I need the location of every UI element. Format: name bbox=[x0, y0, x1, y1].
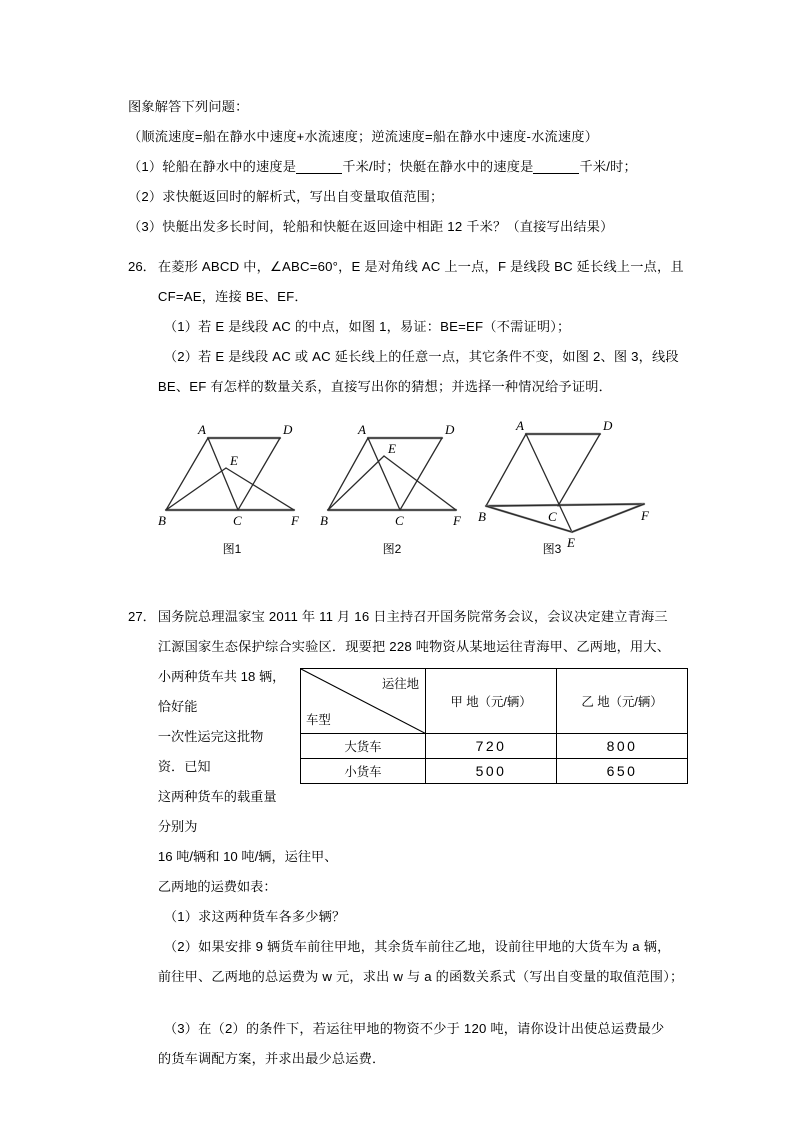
figure-2-drawing bbox=[318, 410, 478, 538]
table-row bbox=[301, 734, 688, 759]
problem27-sub3-line2: 的货车调配方案，并求出最少总运费． bbox=[157, 1051, 386, 1066]
freight-cost-table-wrap bbox=[300, 668, 688, 784]
figure-1-label-C: C bbox=[233, 513, 242, 528]
problem25-note-line: （顺流速度=船在静水中速度+水流速度；逆流速度=船在静水中速度-水流速度） bbox=[128, 129, 599, 144]
figure-1-label-B: B bbox=[158, 513, 166, 528]
table-cell-big-truck-yi: 800 bbox=[557, 734, 688, 759]
problem26-sub1: （1）若 E 是线段 AC 的中点，如图 1，易证：BE=EF（不需证明）； bbox=[163, 319, 571, 334]
problem27-sub1: （1）求这两种货车各多少辆？ bbox=[163, 909, 346, 924]
figure-3-drawing bbox=[478, 410, 668, 550]
figure-2-label-C: C bbox=[395, 513, 404, 528]
problem26-line1: 在菱形 ABCD 中，∠ABC=60°，E 是对角线 AC 上一点，F 是线段 BC 延长线上一点，且 bbox=[157, 259, 684, 274]
spacer-between-sub2-sub3 bbox=[158, 992, 688, 1014]
problem25-sub3-line: （3）快艇出发多长时间，轮船和快艇在返回途中相距 12 千米？（直接写出结果） bbox=[128, 219, 614, 234]
table-corner-cell bbox=[301, 669, 426, 734]
figure-2-caption: 图2 bbox=[382, 542, 402, 556]
problem27-left-line-1: 小两种货车共 18 辆，恰好能 bbox=[157, 669, 286, 714]
problem27-sub3-line1: （3）在（2）的条件下，若运往甲地的物资不少于 120 吨，请你设计出使总运费最少 bbox=[163, 1021, 665, 1036]
figure-1-label-D: D bbox=[283, 422, 293, 437]
figure-3-label-C: C bbox=[548, 509, 557, 524]
problem26-first-row bbox=[128, 252, 688, 402]
problem25-sub1-text-before: （1）轮船在静水中的速度是 bbox=[128, 159, 297, 174]
figure-2-label-F: F bbox=[453, 513, 461, 528]
problem26-figure-group bbox=[128, 410, 688, 572]
spacer-after-problem25 bbox=[128, 242, 688, 252]
problem25-tail-block bbox=[128, 92, 688, 242]
table-row-label-big-truck: 大货车 bbox=[301, 734, 426, 759]
figure-2 bbox=[318, 410, 478, 556]
table-cell-small-truck-yi: 650 bbox=[557, 759, 688, 784]
problem27-left-line-4: 16 吨/辆和 10 吨/辆，运往甲、 bbox=[157, 849, 338, 864]
problem-26 bbox=[128, 252, 688, 572]
table-column-header-yi: 乙 地（元/辆） bbox=[557, 669, 688, 734]
figure-1-caption: 图1 bbox=[222, 542, 242, 556]
problem25-sub2-line: （2）求快艇返回时的解析式，写出自变量取值范围； bbox=[128, 189, 444, 204]
figure-3 bbox=[478, 410, 668, 555]
figure-1-drawing bbox=[152, 410, 312, 538]
table-column-header-jia: 甲 地（元/辆） bbox=[426, 669, 557, 734]
problem25-sub1-line bbox=[128, 152, 688, 182]
figure-3-label-F: F bbox=[641, 508, 649, 523]
problem26-sub2-line2: BE、EF 有怎样的数量关系，直接写出你的猜想；并选择一种情况给予证明． bbox=[157, 379, 612, 394]
table-cell-big-truck-jia: 720 bbox=[426, 734, 557, 759]
problem27-number: 27． bbox=[128, 609, 156, 624]
problem27-body bbox=[158, 602, 688, 1074]
problem27-table-flow bbox=[158, 662, 688, 902]
figure-2-label-B: B bbox=[320, 513, 328, 528]
problem27-left-line-3: 这两种货车的载重量分别为 bbox=[157, 789, 277, 834]
answer-blank-1[interactable] bbox=[296, 173, 342, 174]
problem27-left-line-5: 乙两地的运费如表： bbox=[157, 879, 277, 894]
problem27-sub2-line2: 前往甲、乙两地的总运费为 w 元，求出 w 与 a 的函数关系式（写出自变量的取值范围）； bbox=[157, 969, 684, 984]
figure-2-label-D: D bbox=[445, 422, 455, 437]
freight-cost-table bbox=[300, 668, 688, 784]
figure-1-label-F: F bbox=[291, 513, 299, 528]
table-row bbox=[301, 759, 688, 784]
corner-row-label: 车型 bbox=[306, 713, 331, 727]
table-row-label-small-truck: 小货车 bbox=[301, 759, 426, 784]
problem27-first-row bbox=[128, 602, 688, 1074]
problem25-sub1-text-mid: 千米/时；快艇在静水中的速度是 bbox=[342, 159, 534, 174]
answer-blank-2[interactable] bbox=[533, 173, 579, 174]
page-content bbox=[128, 92, 688, 1074]
problem26-number: 26． bbox=[128, 259, 156, 274]
figure-3-label-B: B bbox=[478, 509, 486, 524]
problem27-line2: 江源国家生态保护综合实验区．现要把 228 吨物资从某地运往青海甲、乙两地，用大、 bbox=[157, 639, 671, 654]
spacer-before-problem27 bbox=[128, 572, 688, 602]
problem27-left-line-2: 一次性运完这批物资．已知 bbox=[157, 729, 264, 774]
corner-column-label: 运往地 bbox=[381, 677, 419, 691]
problem26-line2: CF=AE，连接 BE、EF． bbox=[157, 289, 308, 304]
problem26-body bbox=[158, 252, 688, 402]
problem25-lead-line: 图象解答下列问题： bbox=[128, 99, 249, 114]
problem26-sub2-line1: （2）若 E 是线段 AC 或 AC 延长线上的任意一点，其它条件不变，如图 2、图 3，线段 bbox=[163, 349, 679, 364]
problem27-line1: 国务院总理温家宝 2011 年 11 月 16 日主持召开国务院常务会议，会议决定建立青海三 bbox=[157, 609, 668, 624]
figure-3-label-E: E bbox=[567, 535, 575, 550]
problem-27 bbox=[128, 602, 688, 1074]
problem27-sub2-line1: （2）如果安排 9 辆货车前往甲地，其余货车前往乙地，设前往甲地的大货车为 a 辆， bbox=[163, 939, 671, 954]
figure-2-label-A: A bbox=[358, 422, 366, 437]
figure-3-label-A: A bbox=[516, 418, 524, 433]
figure-1-label-A: A bbox=[198, 422, 206, 437]
figure-3-caption: 图3 bbox=[542, 542, 562, 556]
figure-3-label-D: D bbox=[603, 418, 613, 433]
figure-1-label-E: E bbox=[230, 453, 238, 468]
figure-2-label-E: E bbox=[388, 441, 396, 456]
table-header-row bbox=[301, 669, 688, 734]
figure-1 bbox=[152, 410, 312, 556]
table-cell-small-truck-jia: 500 bbox=[426, 759, 557, 784]
problem25-sub1-text-after: 千米/时； bbox=[579, 159, 637, 174]
